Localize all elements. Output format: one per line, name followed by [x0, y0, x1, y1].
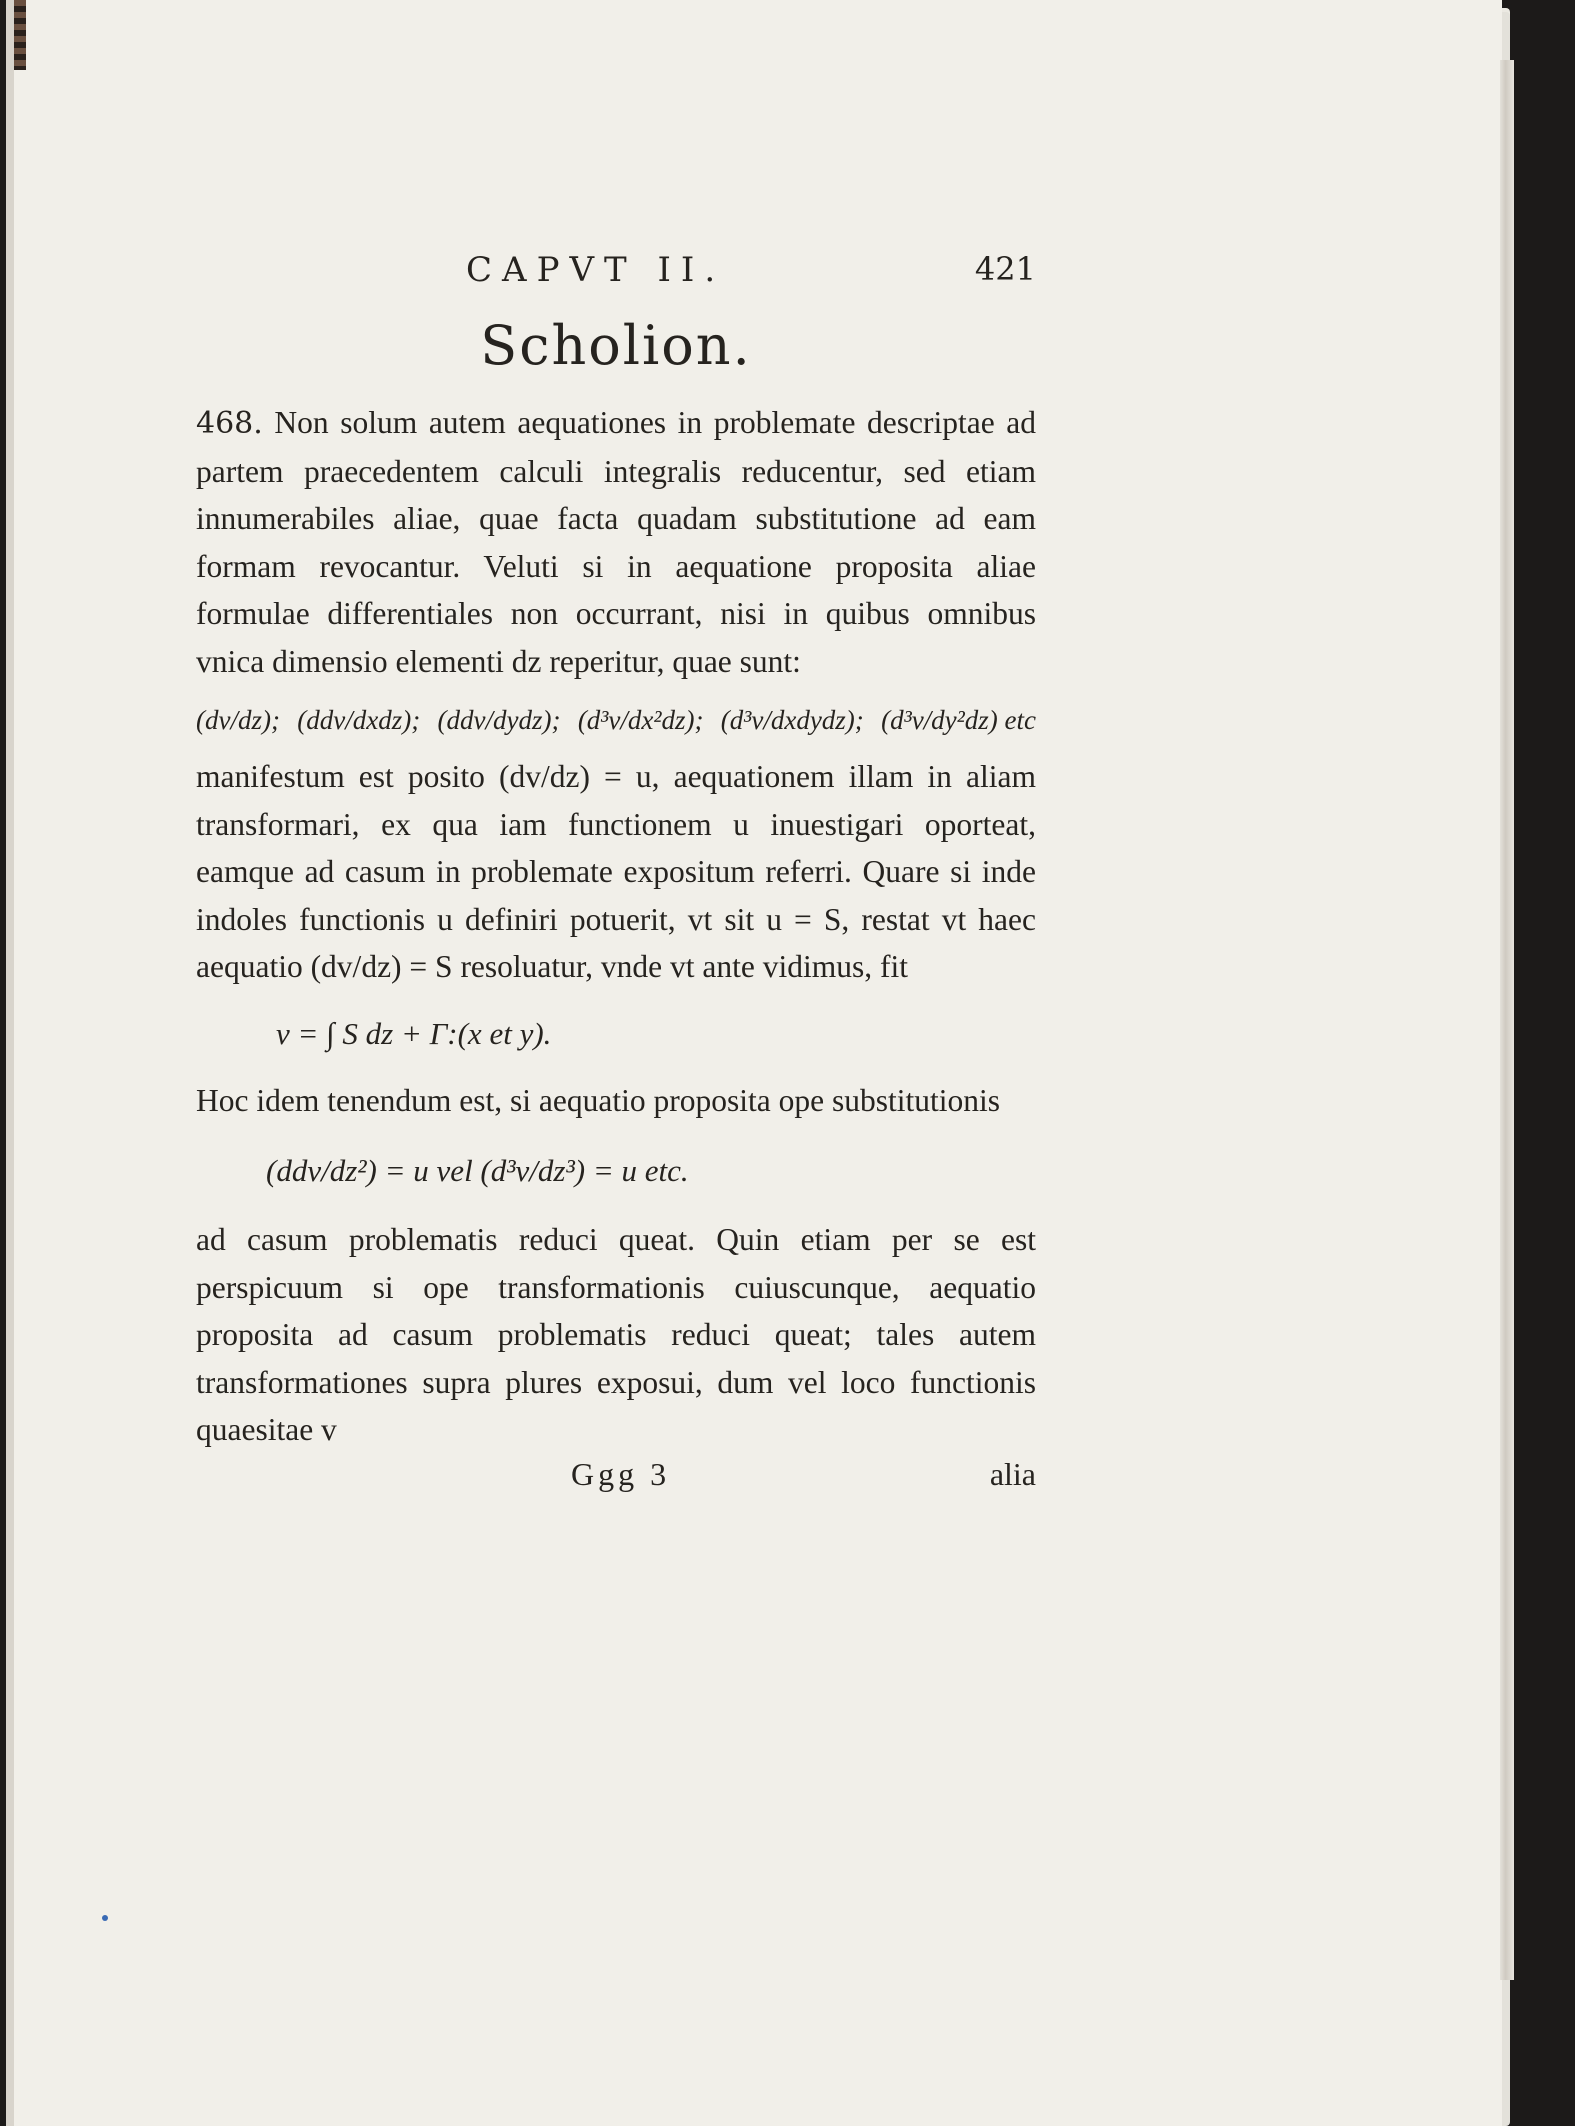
paragraph-2: manifestum est posito (dv/dz) = u, aequationem illam in aliam transformari, ex qua iam functionem u inuestigari oporteat, eamque ad casum in problemate expositum referri. Quare si inde indoles functionis u definiri potuerit, vt sit u = S, restat vt haec aequatio (dv/dz) = S resoluatur, vnde vt ante vidimus, fit — [196, 759, 1036, 984]
chapter-title: CAPVT II. — [466, 250, 726, 290]
formula-term: (dv/dz); — [196, 705, 280, 735]
page-content — [196, 250, 1036, 1506]
formula-term: (ddv/dxdz); — [297, 705, 421, 735]
formula-term: (ddv/dydz); — [437, 705, 561, 735]
paragraph-1-text: Non solum autem aequationes in problemate descriptae ad partem praecedentem calculi integralis reducentur, sed etiam innumerabiles aliae, quae facta quadam substitutione ad eam formam revocantur. Veluti si in aequatione proposita aliae formulae differentiales non occurrant, nisi in quibus omnibus vnica dimensio elementi dz reperitur, quae sunt: — [196, 405, 1037, 679]
paragraph-468 — [196, 399, 1036, 685]
section-heading: Scholion. — [480, 314, 752, 377]
running-head — [196, 250, 1036, 310]
formula-substitution: (ddv/dz²) = u vel (d³v/dz³) = u etc. — [266, 1153, 689, 1188]
formula-term: (d³v/dxdydz); — [720, 705, 864, 735]
binding-thread — [14, 0, 26, 70]
formula-differentials — [196, 695, 1036, 745]
page-number: 421 — [974, 250, 1036, 288]
formula-integral: v = ∫ S dz + Γ:(x et y). — [276, 1015, 552, 1051]
page-footer — [196, 1456, 1036, 1506]
paragraph-number: 468. — [196, 406, 263, 441]
paragraph-4: ad casum problematis reduci queat. Quin etiam per se est perspicuum si ope transformationis cuiuscunque, aequatio proposita ad casum problematis reduci queat; tales autem transformationes supra plures exposui, dum vel loco functionis quaesitae v — [196, 1222, 1036, 1447]
formula-term: (d³v/dy²dz) etc — [881, 705, 1036, 735]
page-edges — [1500, 60, 1514, 1980]
paragraph-3: Hoc idem tenendum est, si aequatio proposita ope substitutionis — [196, 1082, 1001, 1118]
catchword: alia — [989, 1455, 1036, 1492]
formula-term: (d³v/dx²dz); — [577, 705, 704, 735]
signature-mark: Ggg 3 — [571, 1455, 671, 1492]
ink-spot — [102, 1915, 108, 1921]
